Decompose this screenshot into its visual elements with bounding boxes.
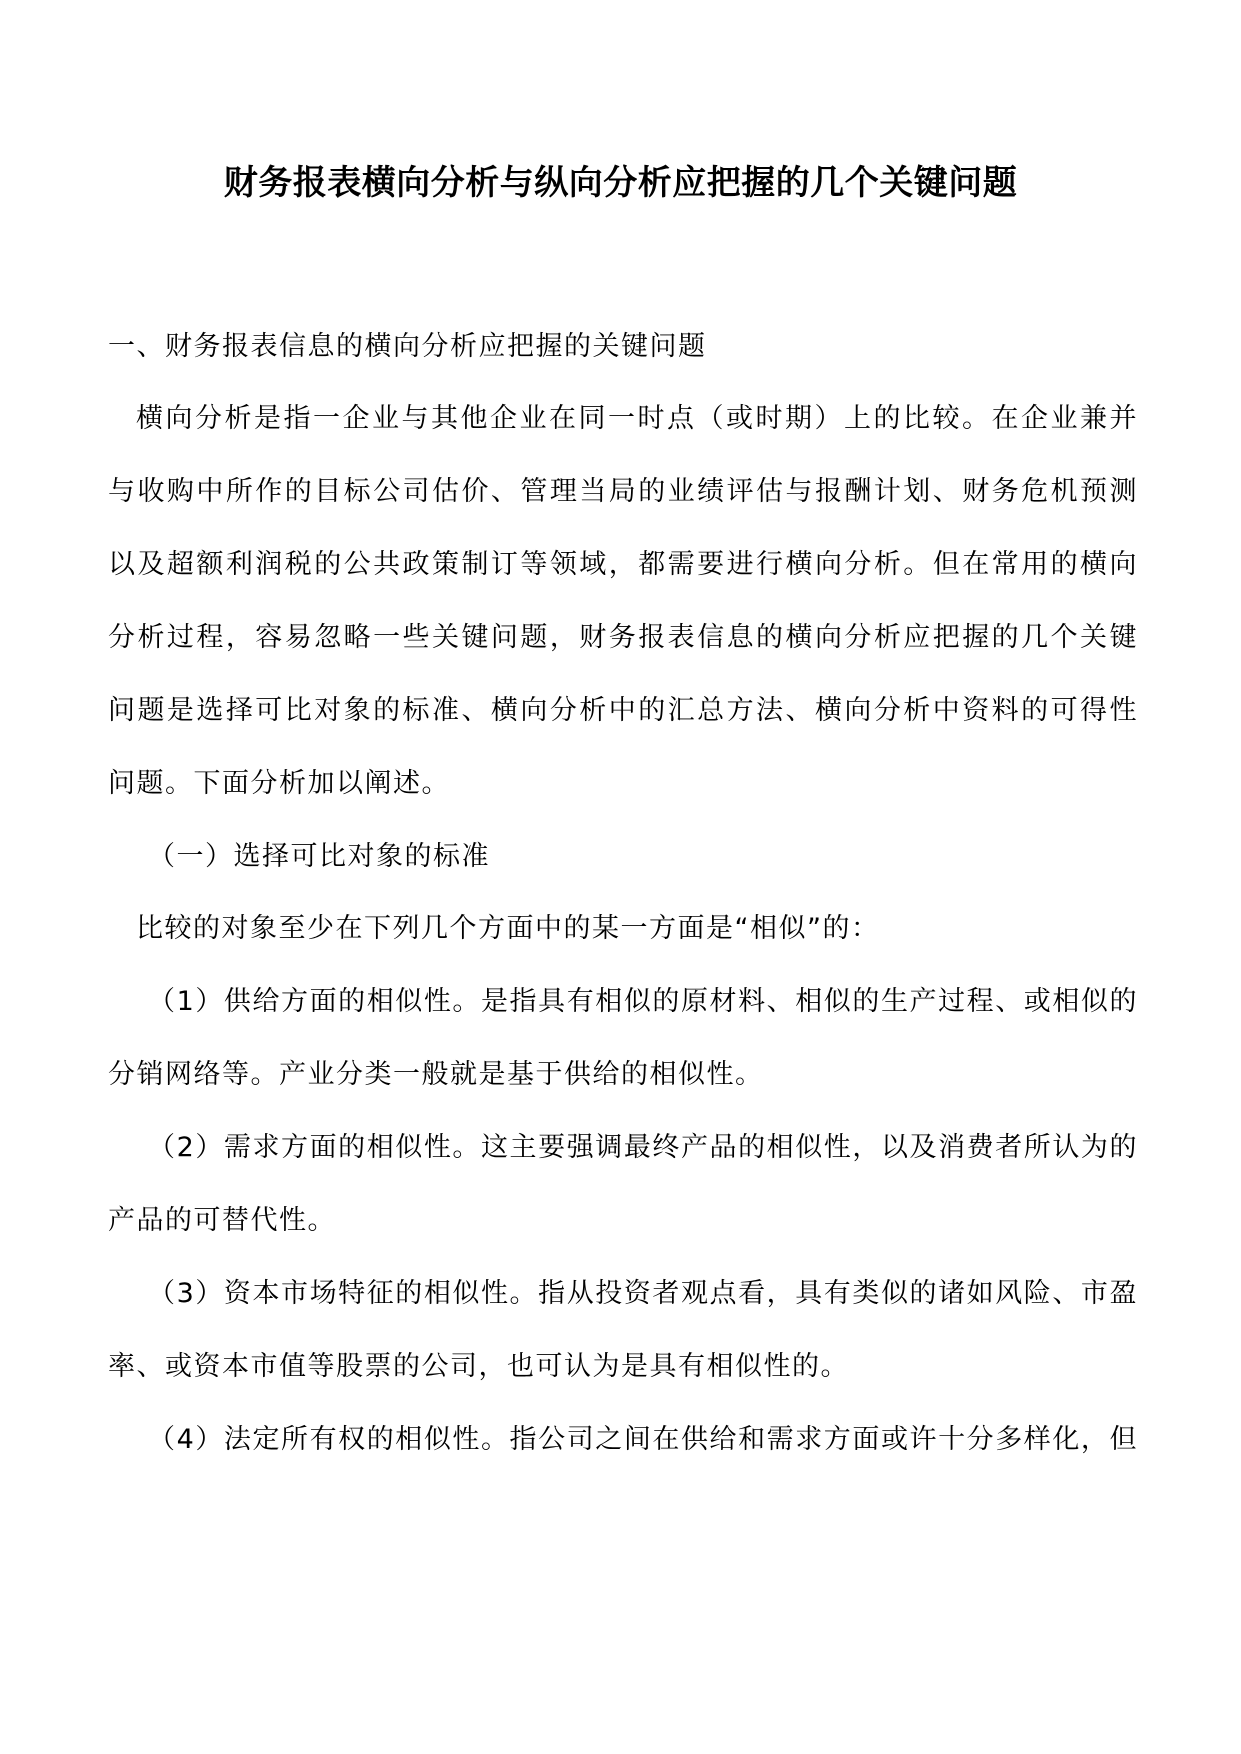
document-title: 财务报表横向分析与纵向分析应把握的几个关键问题 <box>223 163 1018 203</box>
list-item-line: 产品的可替代性。 <box>108 1205 336 1236</box>
list-item-line: 率、或资本市值等股票的公司，也可认为是具有相似性的。 <box>108 1351 849 1382</box>
paragraph-line: 分析过程，容易忽略一些关键问题，财务报表信息的横向分析应把握的几个关键 <box>108 622 1138 653</box>
subsection-heading: （一）选择可比对象的标准 <box>148 841 490 872</box>
paragraph-line: 以及超额利润税的公共政策制订等领域，都需要进行横向分析。但在常用的横向 <box>108 549 1138 580</box>
section-heading: 一、财务报表信息的横向分析应把握的关键问题 <box>108 331 707 362</box>
paragraph-line: 问题。下面分析加以阐述。 <box>108 768 450 799</box>
list-item-line: （4）法定所有权的相似性。指公司之间在供给和需求方面或许十分多样化，但 <box>148 1424 1138 1455</box>
paragraph-line: 与收购中所作的目标公司估价、管理当局的业绩评估与报酬计划、财务危机预测 <box>108 476 1138 507</box>
list-item-line: （2）需求方面的相似性。这主要强调最终产品的相似性，以及消费者所认为的 <box>148 1132 1138 1163</box>
paragraph-line: 问题是选择可比对象的标准、横向分析中的汇总方法、横向分析中资料的可得性 <box>108 695 1138 726</box>
list-item-line: 分销网络等。产业分类一般就是基于供给的相似性。 <box>108 1059 764 1090</box>
list-item-line: （3）资本市场特征的相似性。指从投资者观点看，具有类似的诸如风险、市盈 <box>148 1278 1138 1309</box>
list-item-line: （1）供给方面的相似性。是指具有相似的原材料、相似的生产过程、或相似的 <box>148 986 1138 1017</box>
criteria-intro: 比较的对象至少在下列几个方面中的某一方面是“相似”的： <box>136 913 880 944</box>
paragraph-line: 横向分析是指一企业与其他企业在同一时点（或时期）上的比较。在企业兼并 <box>136 403 1138 434</box>
